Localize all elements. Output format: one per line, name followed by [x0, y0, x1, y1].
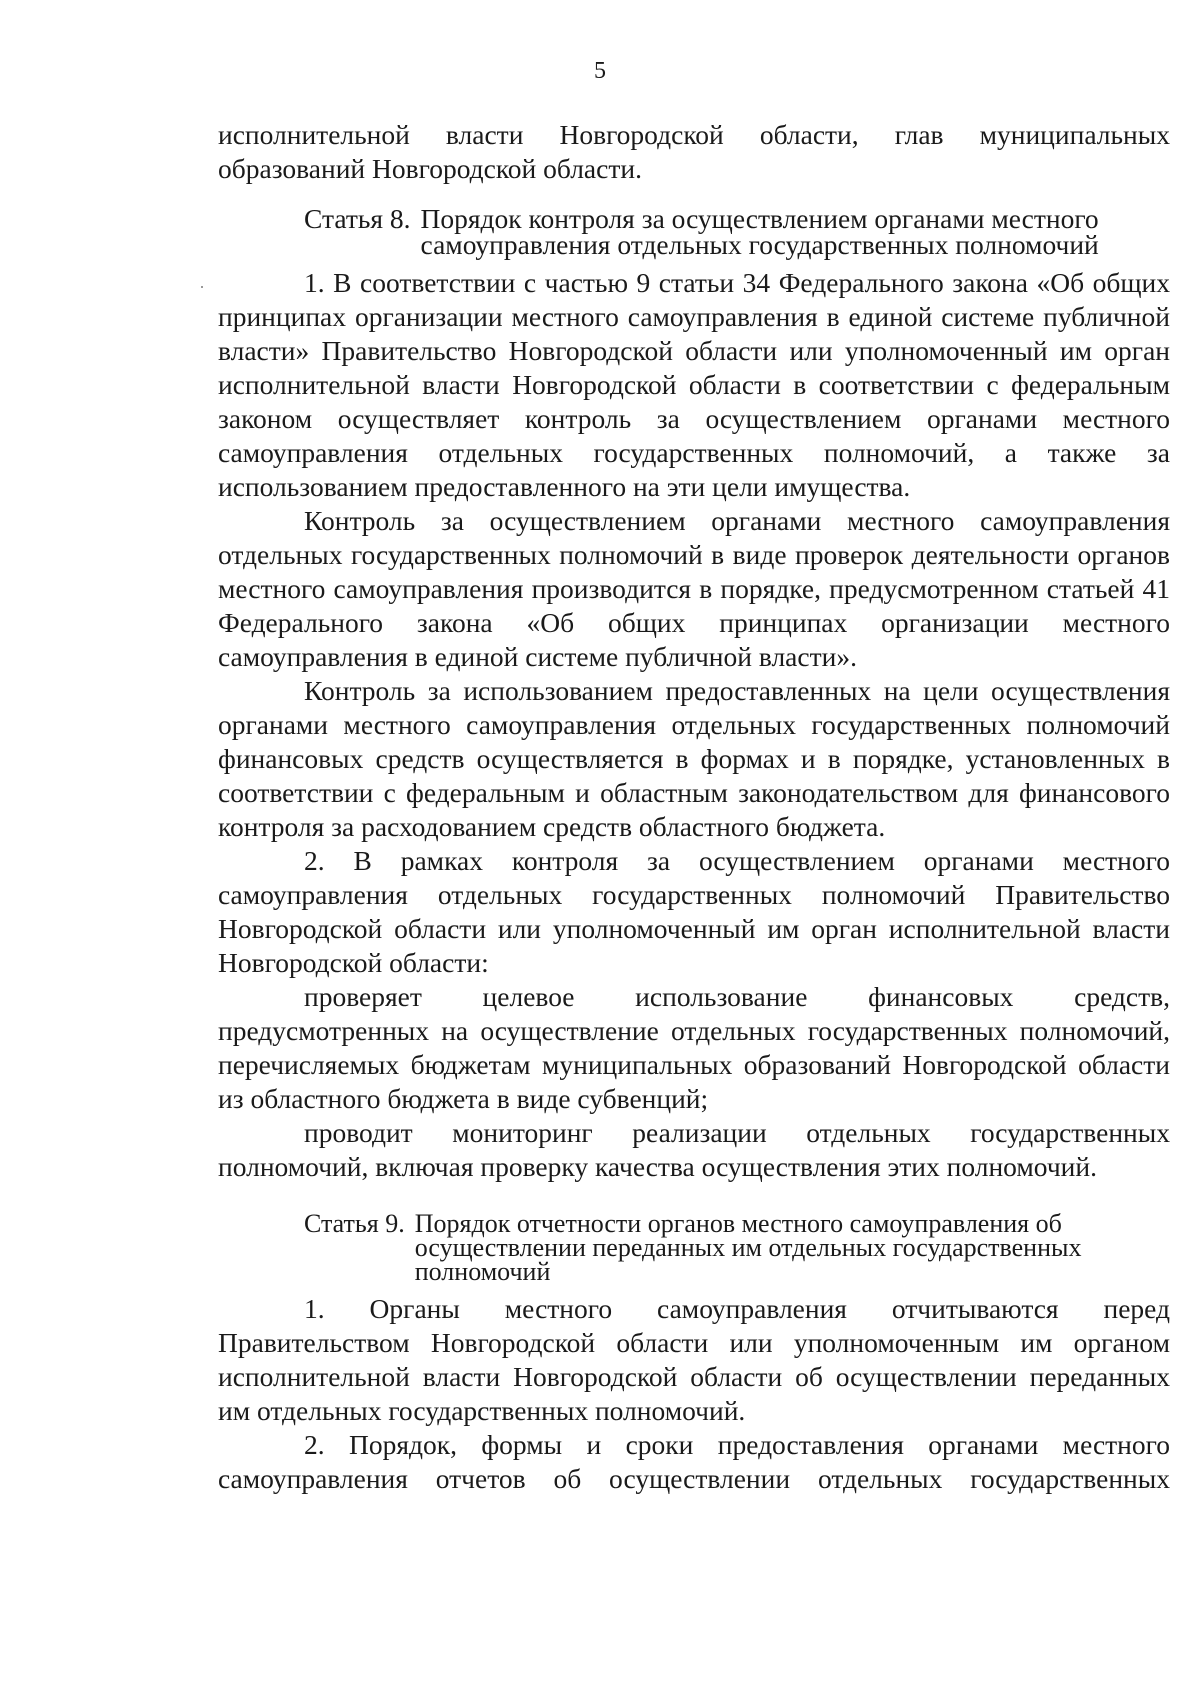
article-8-paragraph-5: проверяет целевое использование финансовых средств, предусмотренных на осуществление отдельных государственных полномочий, перечисляемых бюджетам муниципальных образований Новгородской области из областного бюджета в виде субвенций; [218, 981, 1170, 1114]
article-8-paragraph-4: 2. В рамках контроля за осуществлением органами местного самоуправления отдельных государственных полномочий Правительство Новгородской области или уполномоченный им орган исполнительной власти Новгородской области: [218, 845, 1170, 978]
article-9-heading [218, 1209, 1170, 1286]
scan-speck [201, 286, 203, 288]
article-8-paragraph-1: 1. В соответствии с частью 9 статьи 34 Федерального закона «Об общих принципах организации местного самоуправления в единой системе публичной власти» Правительство Новгородской области или уполномоченный им орган исполнительной власти Новгородской области в соответствии с федеральным законом осуществляет контроль за осуществлением органами местного самоуправления отдельных государственных полномочий, а также за использованием предоставленного на эти цели имущества. [218, 267, 1170, 502]
article-9-paragraph-2: 2. Порядок, формы и сроки предоставления органами местного самоуправления отчетов об осуществлении отдельных государственных [218, 1429, 1170, 1494]
article-8-paragraph-2: Контроль за осуществлением органами местного самоуправления отдельных государственных полномочий в виде проверок деятельности органов местного самоуправления производится в порядке, предусмотренном статьей 41 Федерального закона «Об общих принципах организации местного самоуправления в единой системе публичной власти». [218, 505, 1170, 672]
paragraph-continuation: исполнительной власти Новгородской области, глав муниципальных образований Новгородской области. [218, 119, 1170, 184]
article-9-label: Статья 9. [304, 1209, 405, 1238]
article-9-paragraph-1: 1. Органы местного самоуправления отчитываются перед Правительством Новгородской области или уполномоченным им органом исполнительной власти Новгородской области об осуществлении переданных им отдельных государственных полномочий. [218, 1293, 1170, 1426]
article-8-label: Статья 8. [304, 203, 411, 234]
article-8-paragraph-3: Контроль за использованием предоставленных на цели осуществления органами местного самоуправления отдельных государственных полномочий финансовых средств осуществляется в формах и в порядке, установленных в соответствии с федеральным и областным законодательством для финансового контроля за расходованием средств областного бюджета. [218, 675, 1170, 842]
document-body [218, 118, 1170, 1496]
article-8-paragraph-6: проводит мониторинг реализации отдельных государственных полномочий, включая проверку качества осуществления этих полномочий. [218, 1117, 1170, 1182]
article-8-heading [218, 203, 1170, 260]
article-8-title: Порядок контроля за осуществлением органами местного самоуправления отдельных государственных полномочий [420, 203, 1099, 260]
page-number: 5 [594, 58, 606, 84]
article-9-title: Порядок отчетности органов местного самоуправления об осуществлении переданных им отдельных государственных полномочий [414, 1209, 1082, 1286]
